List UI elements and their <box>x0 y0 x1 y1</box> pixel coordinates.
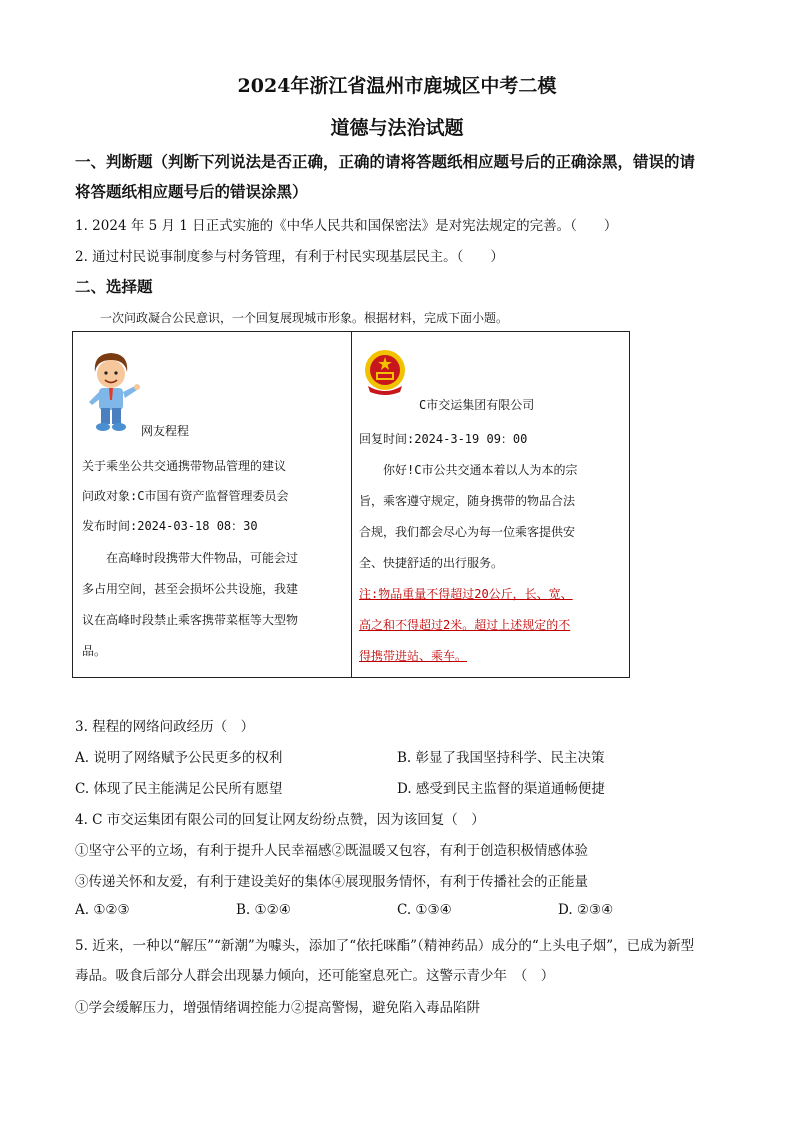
question-3-option-b: B. 彰显了我国坚持科学、民主决策 <box>397 750 605 766</box>
question-4-option-b: B. ①②④ <box>236 902 291 918</box>
question-3-stem: 3. 程程的网络问政经历（ ） <box>75 719 255 735</box>
material-divider <box>351 332 352 677</box>
question-3-option-d: D. 感受到民主监督的渠道通畅便捷 <box>397 781 605 797</box>
question-4-stem: 4. C 市交运集团有限公司的回复让网友纷纷点赞，因为该回复（ ） <box>75 812 485 828</box>
question-4-statements-1: ①坚守公平的立场，有利于提升人民幸福感②既温暖又包容，有利于创造积极情感体验 <box>75 843 588 859</box>
right-line-1: 回复时间:2024-3-19 09：00 <box>359 432 528 446</box>
left-line-2: 问政对象:C市国有资产监督管理委员会 <box>82 489 289 503</box>
material-intro: 一次问政凝合公民意识，一个回复展现城市形象。根据材料，完成下面小题。 <box>100 311 509 325</box>
right-line-4: 合规，我们都会尽心为每一位乘客提供安 <box>359 525 576 539</box>
company-name: C市交运集团有限公司 <box>419 398 535 412</box>
question-4-option-a: A. ①②③ <box>75 902 130 918</box>
netizen-name: 网友程程 <box>141 424 190 438</box>
question-3-option-a: A. 说明了网络赋予公民更多的权利 <box>75 750 283 766</box>
page-subtitle: 道德与法治试题 <box>330 117 464 139</box>
question-4-option-c: C. ①③④ <box>397 902 452 918</box>
question-1: 1. 2024 年 5 月 1 日正式实施的《中华人民共和国保密法》是对宪法规定的完善。（ ） <box>75 218 618 234</box>
left-line-3: 发布时间:2024-03-18 08：30 <box>82 519 258 533</box>
material-box <box>72 331 630 678</box>
right-note-2: 高之和不得超过2米。超过上述规定的不 <box>359 618 571 632</box>
boy-cartoon-icon <box>81 350 143 438</box>
right-line-5: 全、快捷舒适的出行服务。 <box>359 556 504 570</box>
left-line-5: 多占用空间，甚至会损坏公共设施，我建 <box>82 582 299 596</box>
section2-heading: 二、选择题 <box>75 277 153 296</box>
section1-heading: 一、判断题（判断下列说法是否正确，正确的请将答题纸相应题号后的正确涂黑，错误的请 <box>75 152 696 171</box>
question-5-stem-cont: 毒品。吸食后部分人群会出现暴力倾向，还可能窒息死亡。这警示青少年 （ ） <box>75 968 555 984</box>
right-note-1: 注:物品重量不得超过20公斤，长、宽、 <box>359 587 573 601</box>
section1-heading-cont: 将答题纸相应题号后的错误涂黑） <box>75 182 308 201</box>
question-3-option-c: C. 体现了民主能满足公民所有愿望 <box>75 781 283 797</box>
question-4-statements-2: ③传递关怀和友爱，有利于建设美好的集体④展现服务情怀，有利于传播社会的正能量 <box>75 874 588 890</box>
right-note-3: 得携带进站、乘车。 <box>359 649 468 663</box>
question-5-stem: 5. 近来，一种以“解压”“新潮”为噱头，添加了“依托咪酯”（精神药品）成分的“上头电子烟”，已成为新型 <box>75 938 695 954</box>
question-5-statements-1: ①学会缓解压力，增强情绪调控能力②提高警惕，避免陷入毒品陷阱 <box>75 1000 480 1016</box>
left-line-6: 议在高峰时段禁止乘客携带菜框等大型物 <box>82 613 299 627</box>
left-line-7: 品。 <box>82 644 107 658</box>
right-line-2: 你好!C市公共交通本着以人为本的宗 <box>359 463 578 477</box>
right-line-3: 旨，乘客遵守规定，随身携带的物品合法 <box>359 494 576 508</box>
question-4-option-d: D. ②③④ <box>558 902 614 918</box>
national-emblem-icon <box>362 348 408 400</box>
left-line-4: 在高峰时段携带大件物品，可能会过 <box>82 551 299 565</box>
question-2: 2. 通过村民说事制度参与村务管理，有利于村民实现基层民主。（ ） <box>75 249 504 265</box>
left-line-1: 关于乘坐公共交通携带物品管理的建议 <box>82 459 287 473</box>
page-title: 2024年浙江省温州市鹿城区中考二模 <box>237 75 557 97</box>
